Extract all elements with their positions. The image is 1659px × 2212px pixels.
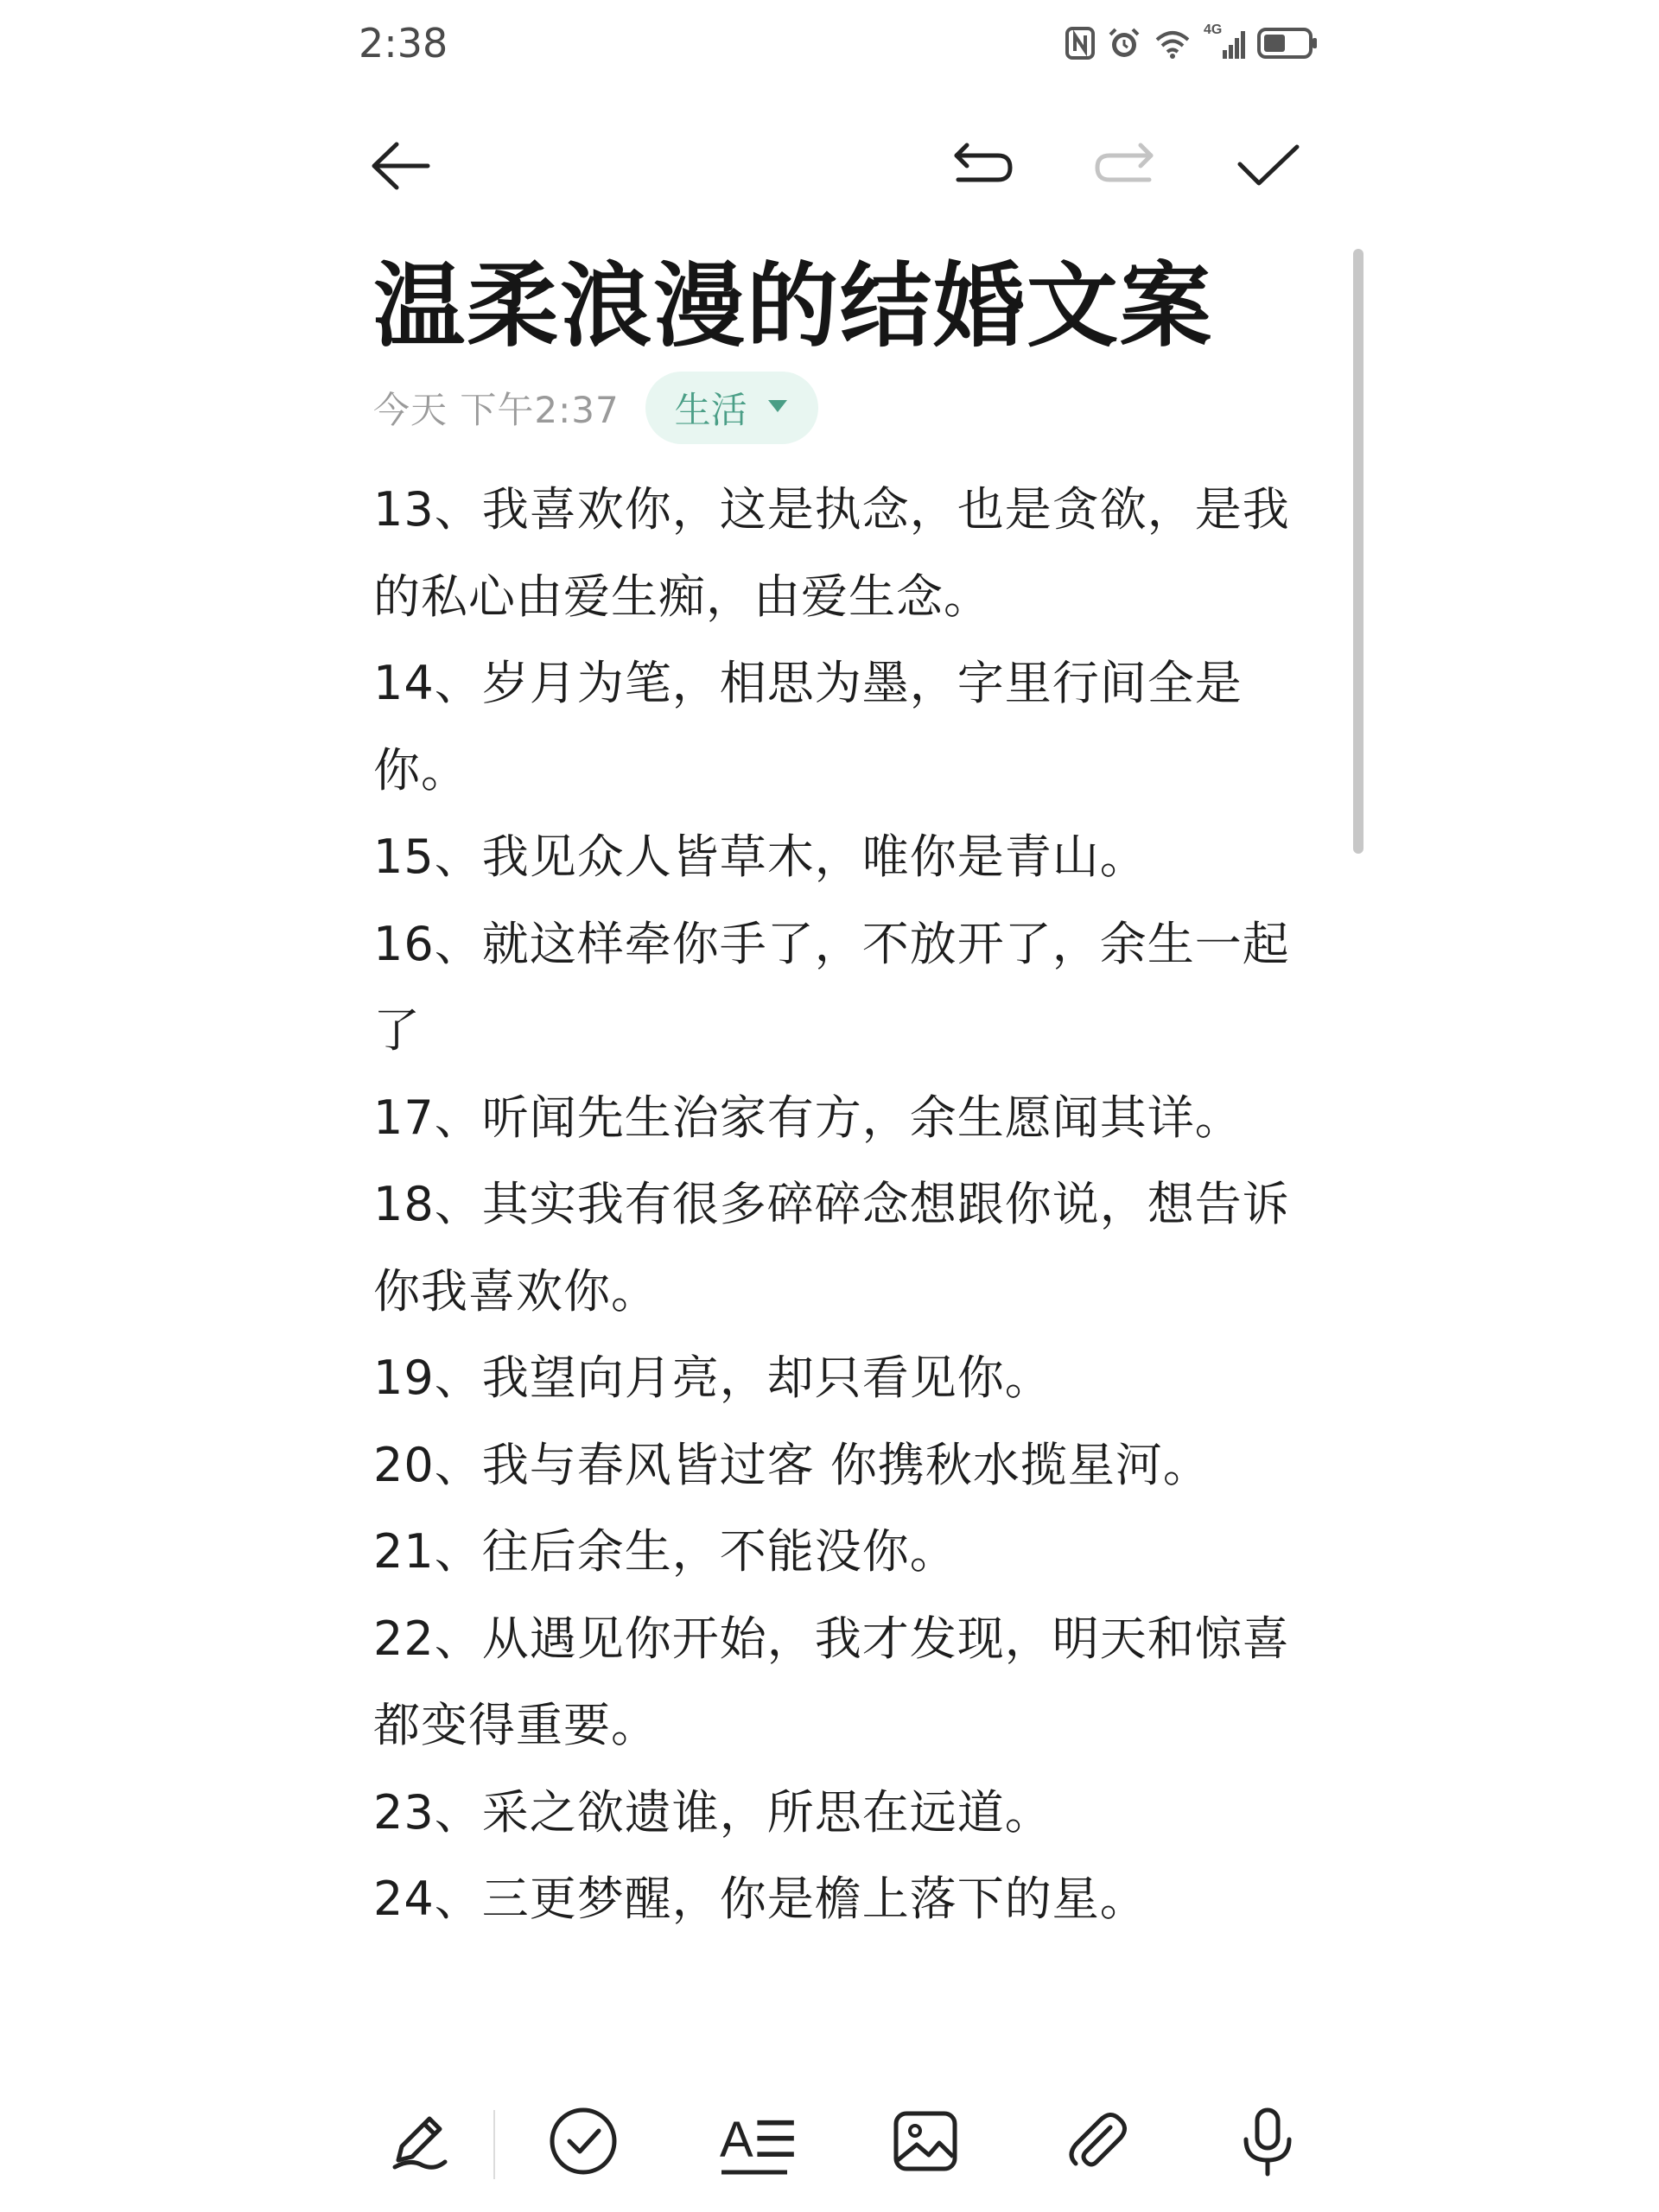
scrollbar[interactable] [1353, 249, 1363, 854]
note-line: 17、听闻先生治家有方，余生愿闻其详。 [373, 1090, 1243, 1145]
wifi-icon [1154, 28, 1192, 59]
category-selector[interactable] [645, 372, 818, 444]
note-line: 13、我喜欢你，这是执念，也是贪欲，是我 [373, 482, 1290, 537]
back-button[interactable] [365, 130, 438, 202]
note-line: 18、其实我有很多碎碎念想跟你说，想告诉 [373, 1177, 1290, 1231]
note-line: 你。 [373, 742, 468, 798]
nfc-icon [1065, 27, 1095, 60]
undo-icon [948, 140, 1017, 192]
status-bar [359, 16, 1318, 71]
note-line: 16、就这样牵你手了，不放开了，余生一起 [373, 916, 1290, 971]
image-icon [891, 2107, 960, 2179]
text-style-glyph: A☰ [720, 2112, 798, 2168]
note-line: 24、三更梦醒，你是檐上落下的星。 [373, 1872, 1147, 1926]
status-time: 2:38 [359, 20, 448, 67]
bottom-toolbar [359, 2100, 1318, 2186]
microphone-icon [1237, 2105, 1298, 2181]
category-label: 生活 [674, 389, 747, 431]
toolbar-divider [493, 2110, 495, 2179]
note-title[interactable]: 温柔浪漫的结婚文案 [373, 253, 1213, 359]
attachment-button[interactable] [1053, 2100, 1140, 2186]
note-line: 19、我望向月亮，却只看见你。 [373, 1351, 1052, 1405]
checklist-icon [547, 2105, 620, 2181]
note-line: 都变得重要。 [373, 1698, 658, 1752]
note-line: 14、岁月为笔，相思为墨，字里行间全是 [373, 656, 1243, 710]
text-style-icon [718, 2107, 798, 2179]
note-line: 20、我与春风皆过客 你携秋水揽星河。 [373, 1437, 1211, 1492]
handwriting-button[interactable] [376, 2100, 462, 2186]
checkmark-icon [1233, 140, 1302, 192]
note-line: 的私心由爱生痴，由爱生念。 [373, 569, 991, 624]
insert-image-button[interactable] [882, 2100, 969, 2186]
voice-input-button[interactable] [1224, 2100, 1311, 2186]
note-line: 23、采之欲遗谁，所思在远道。 [373, 1784, 1052, 1840]
battery-icon [1257, 26, 1318, 60]
note-line: 你我喜欢你。 [373, 1263, 658, 1319]
redo-icon [1090, 140, 1160, 192]
note-line: 21、往后余生，不能没你。 [373, 1524, 957, 1579]
note-meta [373, 372, 818, 444]
note-line: 15、我见众人皆草木，唯你是青山。 [373, 830, 1147, 884]
pen-icon [385, 2107, 454, 2179]
done-button[interactable] [1231, 130, 1304, 202]
network-label: 4G [1204, 22, 1223, 37]
undo-button[interactable] [946, 130, 1019, 202]
alarm-icon [1107, 26, 1141, 60]
chevron-down-icon [766, 398, 789, 417]
attachment-icon [1062, 2107, 1131, 2179]
top-toolbar [359, 130, 1318, 202]
arrow-left-icon [367, 136, 436, 196]
note-body[interactable] [373, 467, 1306, 1943]
text-style-button[interactable] [711, 2100, 798, 2186]
note-line: 了 [373, 1003, 421, 1058]
redo-button[interactable] [1089, 130, 1161, 202]
status-icons [1065, 22, 1318, 64]
note-line: 22、从遇见你开始，我才发现，明天和惊喜 [373, 1611, 1290, 1666]
signal-4g-icon [1204, 22, 1245, 60]
note-timestamp: 今天 下午2:37 [373, 389, 620, 431]
checklist-button[interactable] [540, 2100, 626, 2186]
